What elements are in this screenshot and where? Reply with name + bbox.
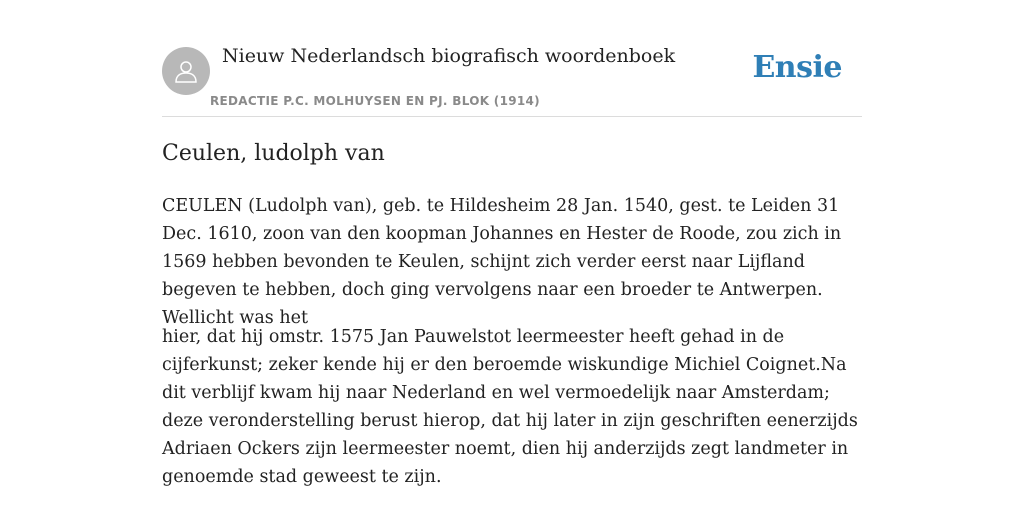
book-title[interactable]: Nieuw Nederlandsch biografisch woordenboek xyxy=(222,45,676,67)
user-icon xyxy=(173,58,199,84)
entry-paragraph: CEULEN (Ludolph van), geb. te Hildesheim 28 Jan. 1540, gest. te Leiden 31 Dec. 1610, zoon van den koopman Johannes en Hester de Roode, zou zich in 1569 hebben bevonden te Keulen, schijnt zich verder eerst naar Lijfland begeven te hebben, doch ging vervolgens naar een broeder te Antwerpen. Wellicht was het xyxy=(162,196,842,328)
entry-title: Ceulen, ludolph van xyxy=(162,141,385,166)
editors-label: REDACTIE P.C. MOLHUYSEN EN PJ. BLOK (1914) xyxy=(210,94,540,108)
brand-logo[interactable]: Ensie xyxy=(752,50,842,85)
avatar[interactable] xyxy=(162,47,210,95)
book-header xyxy=(162,0,862,117)
page-container xyxy=(162,0,862,487)
entry-paragraph: hier, dat hij omstr. 1575 Jan Pauwelstot leermeester heeft gehad in de cijferkunst; zeker kende hij er den beroemde wiskundige Michiel Coignet.Na dit verblijf kwam hij naar Nederland en wel vermoedelijk naar Amsterdam; deze veronderstelling berust hierop, dat hij later in zijn geschriften eenerzijds Adriaen Ockers zijn leermeester noemt, dien hij anderzijds zegt landmeter in genoemde stad geweest te zijn. xyxy=(162,327,858,487)
